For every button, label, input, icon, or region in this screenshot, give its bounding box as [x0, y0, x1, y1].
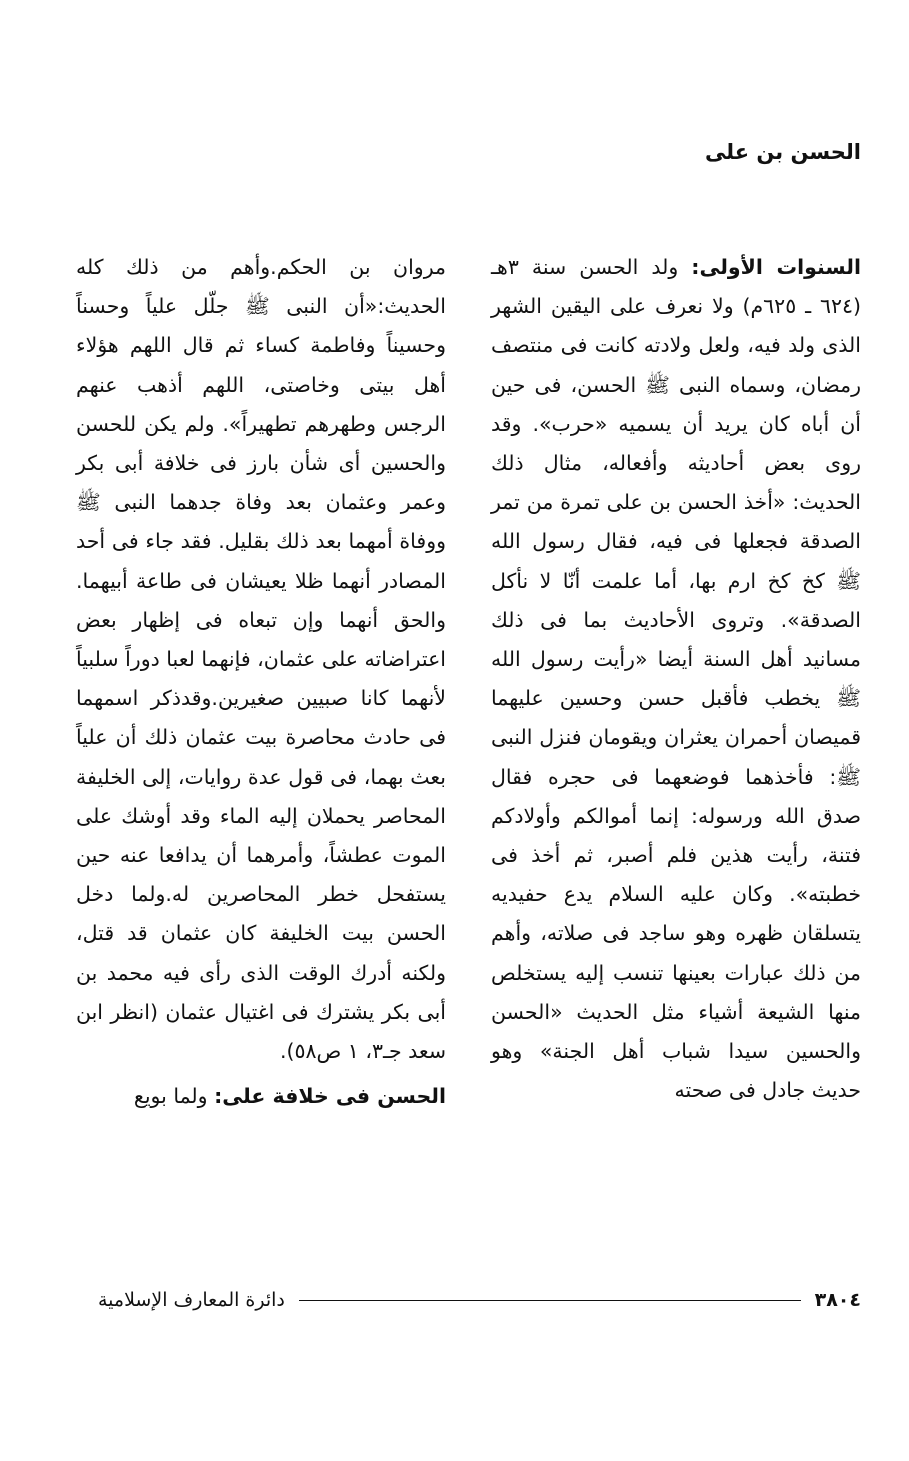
paragraph-text: ولد الحسن سنة ٣هـ (٦٢٤ ـ ٦٢٥م) ولا نعرف على اليقين الشهر الذى ولد فيه، ولعل ولادته كانت فى منتصف رمضان، وسماه النبى ﷺ الحسن، فى حين أن أباه كان يريد أن يسميه «حرب». وقد روى بعض أحاديثه وأفعاله، مثال ذلك الحديث: «أخذ الحسن بن على تمرة من تمر الصدقة فجعلها فى فيه، فقال رسول الله ﷺ كخ كخ ارم بها، أما علمت أنّا لا نأكل الصدقة». وتروى الأحاديث بما فى ذلك مسانيد أهل السنة أيضا «رأيت رسول الله ﷺ يخطب فأقبل حسن وحسين عليهما قميصان أحمران يعثران ويقومان فنزل النبى ﷺ: فأخذهما فوضعهما فى حجره فقال صدق الله ورسوله: إنما أموالكم وأولادكم فتنة، رأيت هذين فلم أصبر، ثم أخذ فى خطبته». وكان عليه السلام يدع حفيديه يتسلقان ظهره وهو ساجد فى صلاته، وأهم من ذلك عبارات بعينها تنسب إليه يستخلص منها الشيعة أشياء مثل الحديث «الحسن والحسين سيدا شباب أهل الجنة» وهو حديث جادل فى صحته	[491, 255, 862, 1103]
publication-title: دائرة المعارف الإسلامية	[98, 1289, 285, 1311]
paragraph-early-years	[491, 248, 861, 1110]
left-column	[76, 248, 446, 1116]
section-heading-caliphate-of-ali: الحسن فى خلافة على:	[214, 1084, 446, 1109]
paragraph-text: ولما بويع	[133, 1084, 215, 1109]
page-footer	[98, 1285, 861, 1315]
footer-rule	[299, 1300, 801, 1301]
running-head: الحسن بن على	[704, 140, 861, 164]
paragraph-caliphate-of-ali	[76, 1077, 446, 1116]
right-column	[491, 248, 861, 1110]
section-heading-early-years: السنوات الأولى:	[691, 255, 861, 279]
page-number: ٣٨٠٤	[814, 1289, 861, 1311]
paragraph-continuation: مروان بن الحكم.وأهم من ذلك كله الحديث:«أن النبى ﷺ جلّل علياً وحسناً وحسيناً وفاطمة كساء ثم قال اللهم هؤلاء أهل بيتى وخاصتى، اللهم أذهب عنهم الرجس وطهرهم تطهيراً». ولم يكن للحسن والحسين أى شأن بارز فى خلافة أبى بكر وعمر وعثمان بعد وفاة جدهما النبى ﷺ ووفاة أمهما بعد ذلك بقليل. فقد جاء فى أحد المصادر أنهما ظلا يعيشان فى طاعة أبيهما. والحق أنهما وإن تبعاه فى إظهار بعض اعتراضاته على عثمان، فإنهما لعبا دوراً سلبياً لأنهما كانا صبيين صغيرين.وقدذكر اسمهما فى حادث محاصرة بيت عثمان ذلك أن علياً بعث بهما، فى قول عدة روايات، إلى الخليفة المحاصر يحملان إليه الماء وقد أوشك على الموت عطشاً، وأمرهما أن يدافعا عنه حين يستفحل خطر المحاصرين له.ولما دخل الحسن بيت الخليفة كان عثمان قد قتل، ولكنه أدرك الوقت الذى رأى فيه محمد بن أبى بكر يشترك فى اغتيال عثمان (انظر ابن سعد جـ٣، ١ ص٥٨).	[76, 255, 446, 1064]
